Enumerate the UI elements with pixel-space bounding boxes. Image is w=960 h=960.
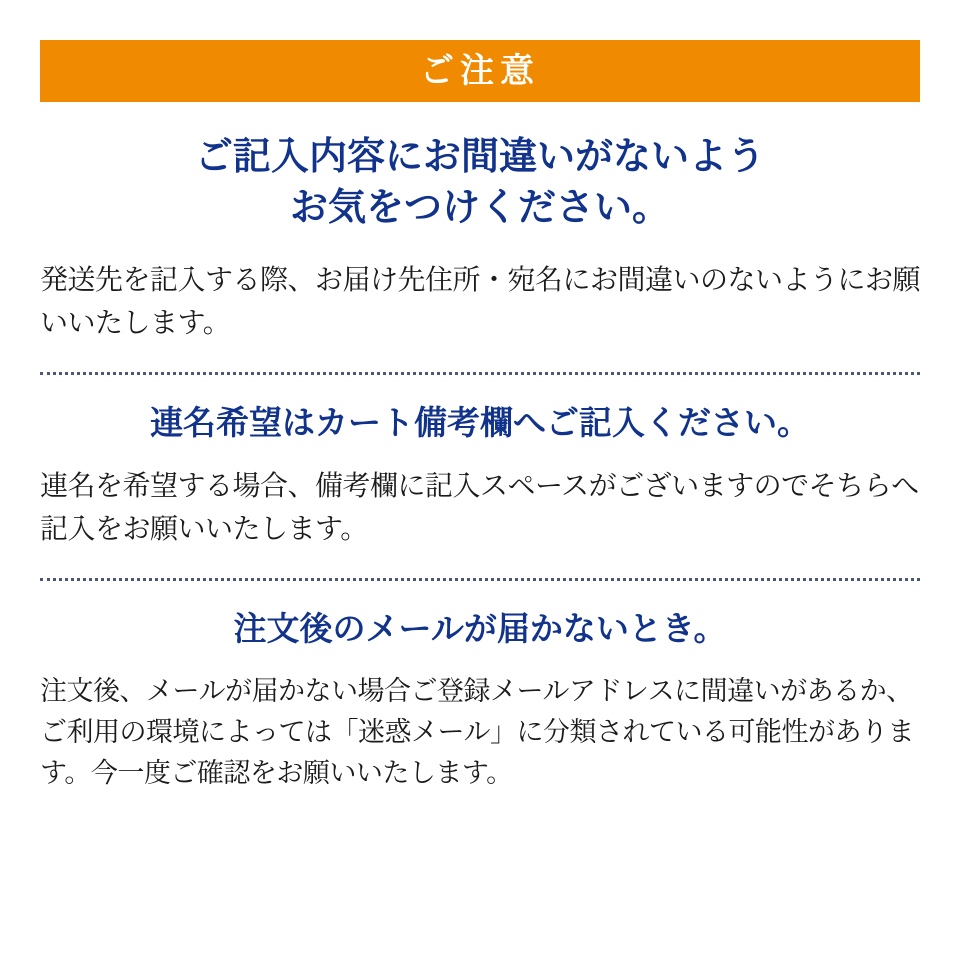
notice-content bbox=[40, 118, 920, 794]
notice-section-joint-name bbox=[40, 401, 920, 550]
section-heading-address-line2: お気をつけください。 bbox=[289, 186, 670, 229]
section-divider-1 bbox=[40, 372, 920, 375]
section-divider-2 bbox=[40, 578, 920, 581]
section-body-joint-name: 連名を希望する場合、備考欄に記入スペースがございますのでそちらへ記入をお願いいたします。 bbox=[40, 470, 919, 544]
section-heading-address-line1: ご記入内容にお間違いがないよう bbox=[194, 136, 765, 178]
section-body-address: 発送先を記入する際、お届け先住所・宛名にお間違いのないようにお願いいたします。 bbox=[40, 264, 921, 338]
notice-header-banner bbox=[40, 40, 920, 102]
section-heading-joint-name: 連名希望はカート備考欄へご記入ください。 bbox=[150, 404, 810, 442]
notice-section-address bbox=[40, 132, 920, 344]
notice-header-title: ご注意 bbox=[420, 52, 540, 90]
section-heading-email: 注文後のメールが届かないとき。 bbox=[233, 610, 727, 648]
section-body-email: 注文後、メールが届かない場合ご登録メールアドレスに間違いがあるか、ご利用の環境によっては「迷惑メール」に分類されている可能性があります。今一度ご確認をお願いいたします。 bbox=[40, 676, 914, 789]
notice-section-email bbox=[40, 607, 920, 794]
section-heading-address bbox=[40, 132, 920, 233]
